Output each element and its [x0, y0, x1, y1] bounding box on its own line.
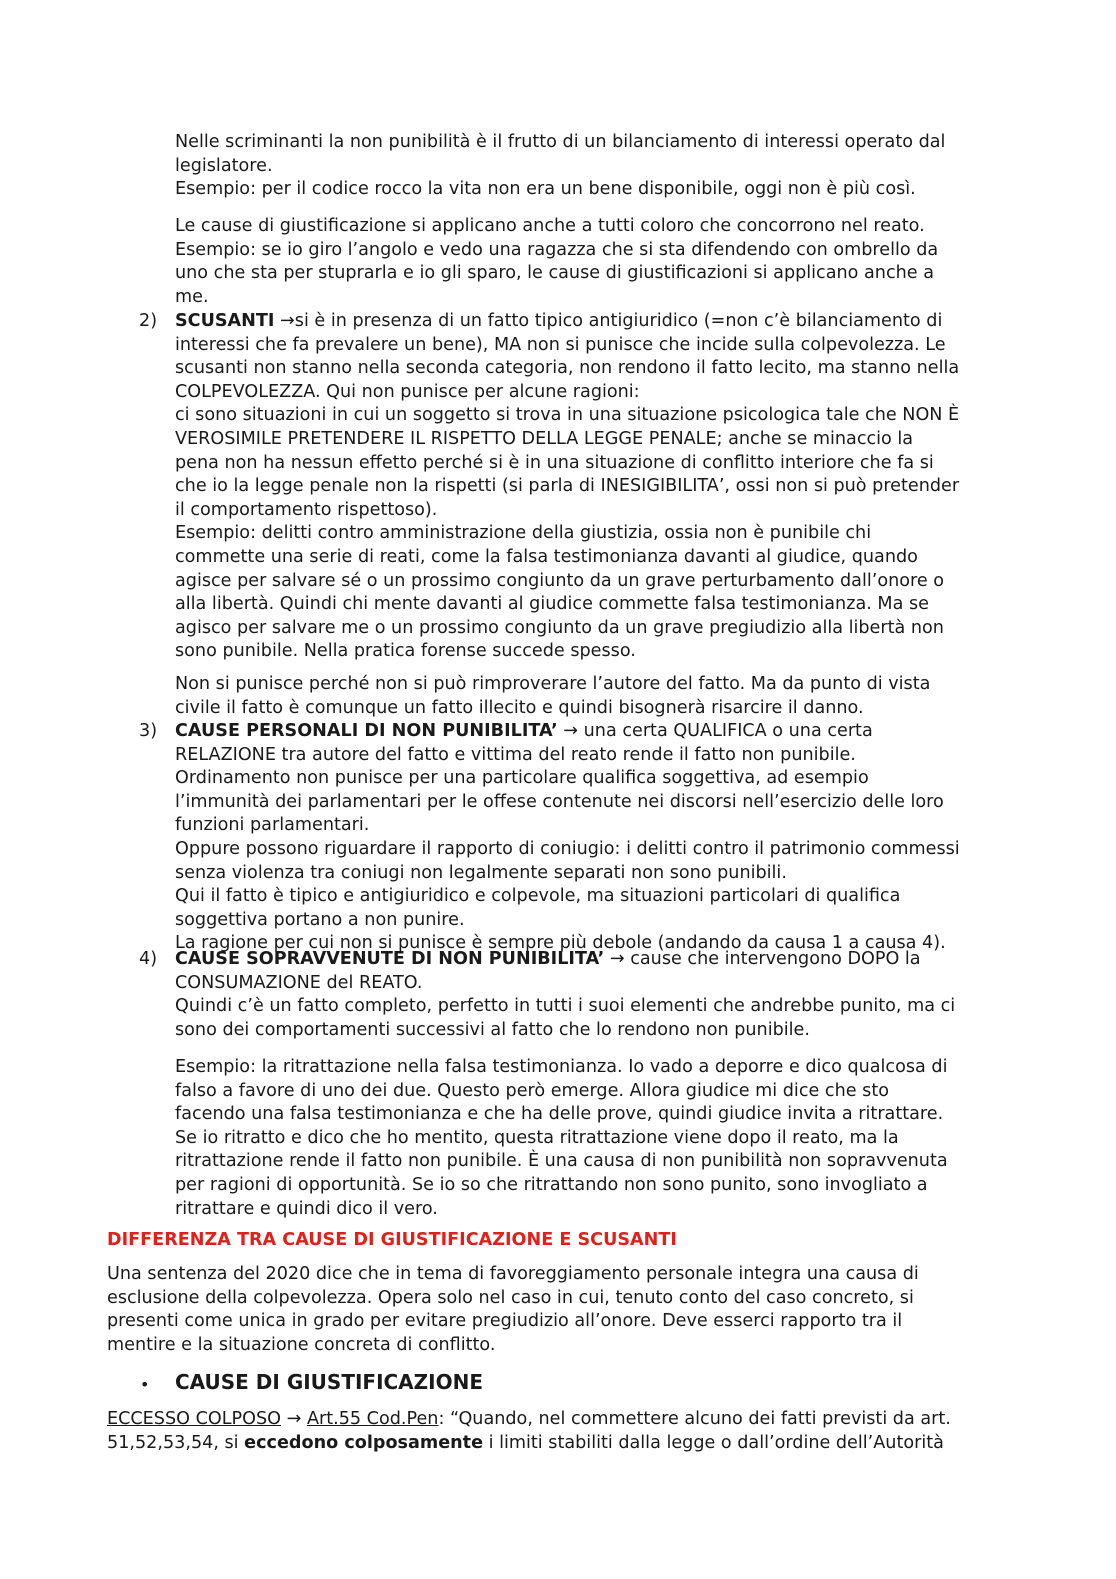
item-text: si è in presenza di un fatto tipico antigiuridico (=non c’è bilanciamento di — [294, 311, 943, 331]
text-line: commette una serie di reati, come la falsa testimonianza davanti al giudice, quando — [175, 546, 918, 567]
text-line — [107, 1408, 1087, 1432]
text-line: falso a favore di uno dei due. Questo però emerge. Allora giudice mi dice che sto — [175, 1080, 889, 1101]
text-line: alla libertà. Quindi chi mente davanti al giudice commette falsa testimonianza. Ma se — [175, 594, 929, 615]
text-line: Esempio: se io giro l’angolo e vedo una ragazza che si sta difendendo con ombrello da — [175, 239, 939, 260]
text-line: funzioni parlamentari. — [175, 815, 370, 836]
term-eccesso-colposo: ECCESSO COLPOSO — [107, 1409, 281, 1429]
text-line: che io la legge penale non la rispetti (si parla di INESIGIBILITA’, ossi non si può pretender — [175, 476, 960, 497]
list-item-cause-sopravvenute — [175, 948, 1075, 1042]
paragraph-eccesso-colposo — [107, 1408, 1087, 1455]
quote-text: i limiti stabiliti dalla legge o dall’ordine dell’Autorità — [483, 1432, 944, 1453]
text-line: VEROSIMILE PRETENDERE IL RISPETTO DELLA LEGGE PENALE; anche se minaccio la — [175, 428, 914, 449]
text-line: mentire e la situazione concreta di conflitto. — [107, 1334, 496, 1355]
paragraph-sentenza — [107, 1263, 1087, 1357]
item-title: CAUSE SOPRAVVENUTE DI NON PUNIBILITA’ — [175, 949, 605, 969]
text-line: Nelle scriminanti la non punibilità è il frutto di un bilanciamento di interessi operato dal — [175, 132, 946, 152]
text-line: Le cause di giustificazione si applicano anche a tutti coloro che concorrono nel reato. — [175, 216, 925, 236]
paragraph-ritrattazione — [175, 1056, 1075, 1221]
text-line: Oppure possono riguardare il rapporto di coniugio: i delitti contro il patrimonio commessi — [175, 838, 960, 859]
text-line: agisco per salvare me o un prossimo congiunto da un grave pregiudizio alla libertà non — [175, 617, 944, 638]
list-item-first-line — [175, 310, 1075, 334]
text-line: senza violenza tra coniugi non legalmente separati non sono punibili. — [175, 862, 787, 883]
text-line: RELAZIONE tra autore del fatto e vittima del reato rende il fatto non punibile. — [175, 744, 856, 765]
list-number-4: 4) — [139, 949, 158, 969]
list-item-cause-personali — [175, 720, 1075, 956]
text-line: legislatore. — [175, 155, 273, 176]
text-line: ritrattare e quindi dico il vero. — [175, 1198, 438, 1219]
text-line: civile il fatto è comunque un fatto illecito e quindi bisognerà risarcire il danno. — [175, 697, 864, 718]
text-line: Qui il fatto è tipico e antigiuridico e colpevole, ma situazioni particolari di qualifica — [175, 886, 901, 907]
text-line: Una sentenza del 2020 dice che in tema di favoreggiamento personale integra una causa di — [107, 1264, 919, 1284]
text-line: Non si punisce perché non si può rimproverare l’autore del fatto. Ma da punto di vista — [175, 674, 931, 694]
text-line: per ragioni di opportunità. Se io so che ritrattando non sono punito, sono invogliato a — [175, 1174, 928, 1195]
quote-text: : “Quando, nel commettere alcuno dei fatti previsti da art. — [438, 1409, 951, 1429]
paragraph-scriminanti — [175, 131, 1075, 202]
text-line: La ragione per cui non si punisce è sempre più debole (andando da causa 1 a causa 4). — [175, 933, 946, 954]
text-line: facendo una falsa testimonianza e che ha delle prove, quindi giudice invita a ritrattare. — [175, 1104, 944, 1125]
text-line: esclusione della colpevolezza. Opera solo nel caso in cui, tenuto conto del caso concreto, si — [107, 1287, 914, 1308]
item-title: CAUSE PERSONALI DI NON PUNIBILITA’ — [175, 721, 558, 741]
arrow-icon: → — [280, 311, 295, 331]
text-line: soggettiva portano a non punire. — [175, 909, 465, 930]
text-line: pena non ha nessun effetto perché si è in una situazione di conflitto interiore che fa si — [175, 452, 934, 473]
list-item-first-line — [175, 948, 1075, 972]
item-title: SCUSANTI — [175, 311, 275, 331]
text-line: il comportamento rispettoso). — [175, 499, 438, 520]
text-line: Quindi c’è un fatto completo, perfetto in tutti i suoi elementi che andrebbe punito, ma ci — [175, 996, 956, 1017]
text-line: me. — [175, 286, 209, 307]
text-line: Esempio: delitti contro amministrazione della giustizia, ossia non è punibile chi — [175, 523, 872, 544]
paragraph-cause-giustificazione — [175, 215, 1075, 309]
bold-term: eccedono colposamente — [244, 1432, 484, 1453]
paragraph-non-si-punisce — [175, 673, 1075, 720]
text-line: Se io ritratto e dico che ho mentito, questa ritrattazione viene dopo il reato, ma la — [175, 1127, 899, 1148]
list-item-first-line — [175, 720, 1075, 744]
list-number-2: 2) — [139, 311, 158, 331]
bullet-icon: • — [140, 1375, 150, 1394]
text-line: presenti come unica in grado per evitare pregiudizio all’onore. Deve esserci rapporto tra il — [107, 1311, 903, 1332]
text-line: ci sono situazioni in cui un soggetto si trova in una situazione psicologica tale che NON È — [175, 405, 960, 426]
heading-cause-giustificazione: CAUSE DI GIUSTIFICAZIONE — [175, 1370, 484, 1394]
text-line: scusanti non stanno nella seconda categoria, non rendono il fatto lecito, ma stanno nella — [175, 358, 960, 379]
text-line: Ordinamento non punisce per una particolare qualifica soggettiva, ad esempio — [175, 768, 869, 789]
list-item-scusanti — [175, 310, 1075, 664]
text-line — [107, 1432, 1087, 1456]
text-line: agisce per salvare sé o un prossimo congiunto da un grave perturbamento dall’onore o — [175, 570, 945, 591]
arrow-icon: → — [609, 949, 625, 969]
list-number-3: 3) — [139, 721, 158, 741]
text-line: ritrattazione rende il fatto non punibile. È una causa di non punibilità non sopravvenuta — [175, 1151, 948, 1172]
quote-text: 51,52,53,54, si — [107, 1432, 245, 1453]
text-line: COLPEVOLEZZA. Qui non punisce per alcune ragioni: — [175, 381, 640, 402]
text-line: CONSUMAZIONE del REATO. — [175, 972, 423, 993]
text-line: sono dei comportamenti successivi al fatto che lo rendono non punibile. — [175, 1019, 810, 1040]
article-reference: Art.55 Cod.Pen — [306, 1409, 439, 1429]
item-text: una certa QUALIFICA o una certa — [583, 721, 873, 741]
heading-differenza: DIFFERENZA TRA CAUSE DI GIUSTIFICAZIONE E SCUSANTI — [107, 1230, 677, 1250]
text-line: sono punibile. Nella pratica forense succede spesso. — [175, 641, 636, 662]
text-line: uno che sta per stuprarla e io gli sparo, le cause di giustificazioni si applicano anche a — [175, 263, 934, 284]
item-text: cause che intervengono DOPO la — [630, 949, 921, 969]
text-line: Esempio: la ritrattazione nella falsa testimonianza. Io vado a deporre e dico qualcosa di — [175, 1057, 948, 1077]
arrow-icon: → — [563, 721, 579, 741]
text-line: l’immunità dei parlamentari per le offese contenute nei discorsi nell’esercizio delle loro — [175, 791, 944, 812]
text-line: Esempio: per il codice rocco la vita non era un bene disponibile, oggi non è più così. — [175, 179, 916, 200]
arrow-icon: → — [286, 1409, 302, 1429]
text-line: interessi che fa prevalere un bene), MA non si punisce che incide sulla colpevolezza. Le — [175, 334, 946, 355]
